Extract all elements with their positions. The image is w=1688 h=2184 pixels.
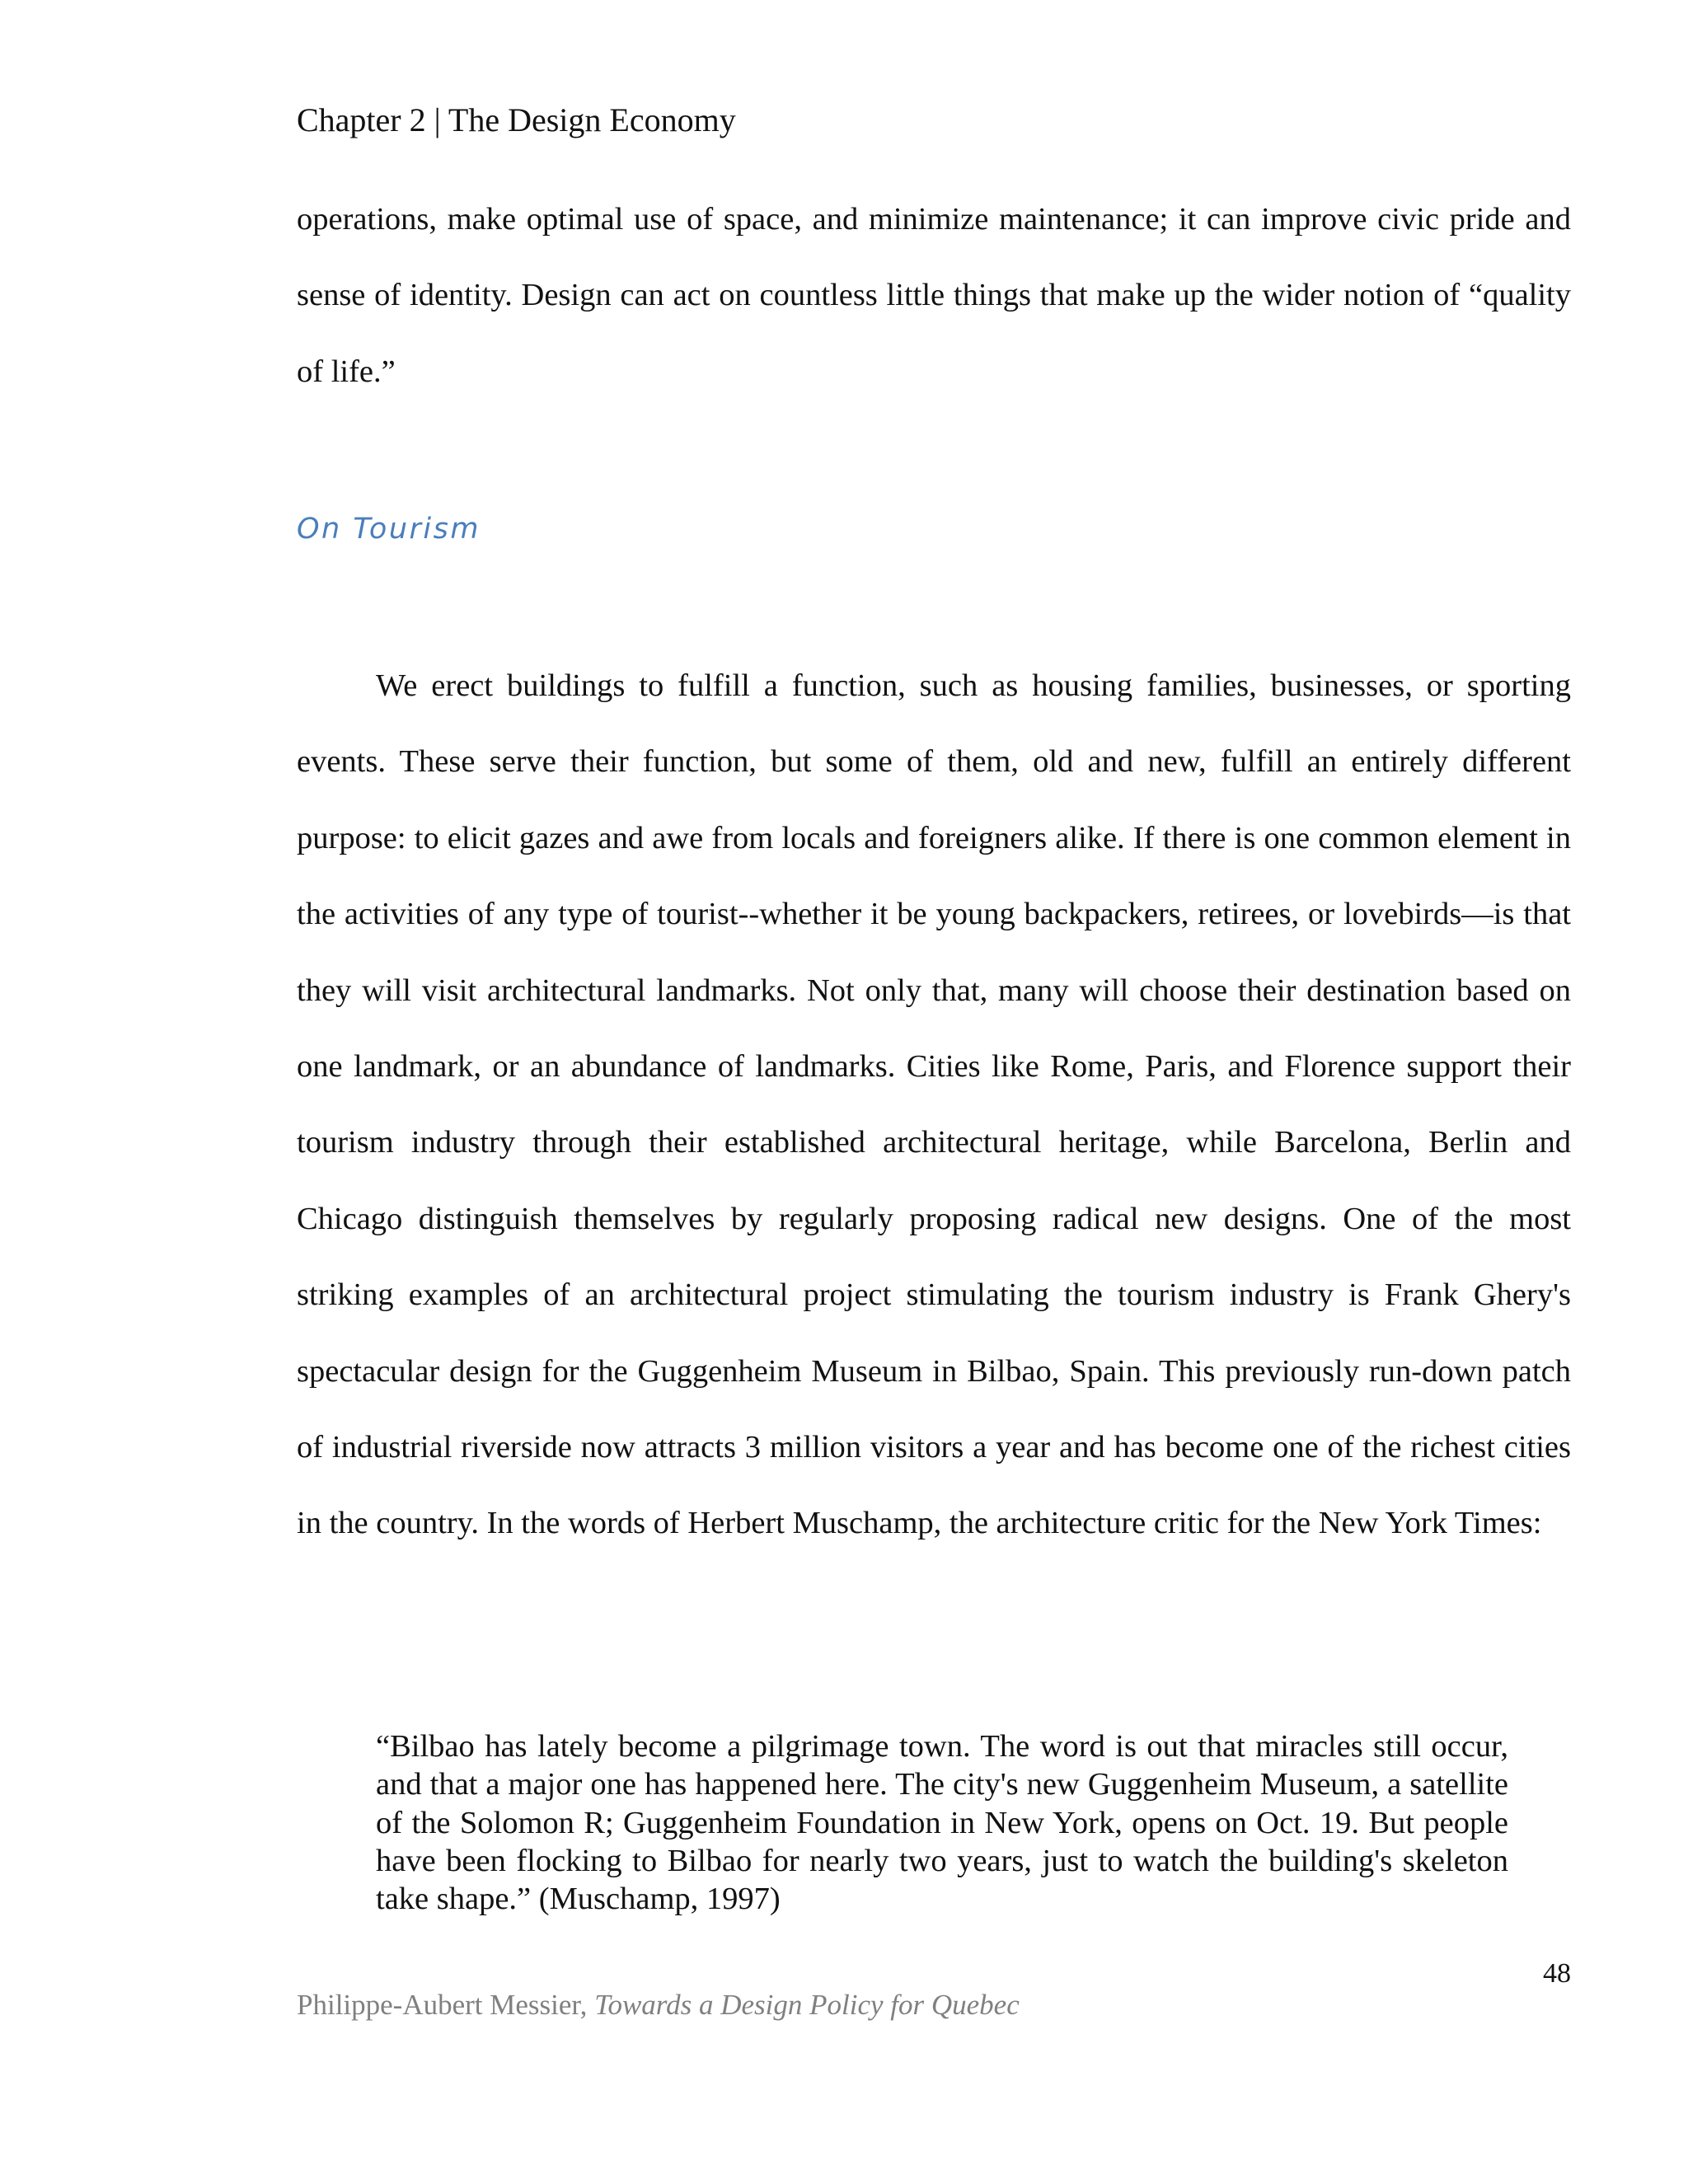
- section-heading: On Tourism: [297, 513, 481, 546]
- footer: [297, 1985, 1020, 2026]
- intro-paragraph: operations, make optimal use of space, and minimize maintenance; it can improve civic pride and sense of identity. Design can act on countless little things that make up the wider notion of “quality of life.”: [297, 202, 1571, 389]
- page-number: 48: [1543, 1958, 1571, 1989]
- tourism-paragraph: We erect buildings to fulfill a function, such as housing families, businesses, or sporting events. These serve their function, but some of them, old and new, fulfill an entirely different purpose: to elicit gazes and awe from locals and foreigners alike. If there is one common element in the activities of any type of tourist--whether it be young backpackers, retirees, or lovebirds—is that they will visit architectural landmarks. Not only that, many will choose their destination based on one landmark, or an abundance of landmarks. Cities like Rome, Paris, and Florence support their tourism industry through their established architectural heritage, while Barcelona, Berlin and Chicago distinguish themselves by regularly proposing radical new designs. One of the most striking examples of an architectural project stimulating the tourism industry is Frank Ghery's spectacular design for the Guggenheim Museum in Bilbao, Spain. This previously run-down patch of industrial riverside now attracts 3 million visitors a year and has become one of the richest cities in the country. In the words of Herbert Muschamp, the architecture critic for the New York Times:: [297, 668, 1571, 1541]
- chapter-header: Chapter 2 | The Design Economy: [297, 101, 736, 138]
- block-quote: “Bilbao has lately become a pilgrimage town. The word is out that miracles still occur, and that a major one has happened here. The city's new Guggenheim Museum, a satellite of the Solomon R; Guggenheim Foundation in New York, opens on Oct. 19. But people have been flocking to Bilbao for nearly two years, just to watch the building's skeleton take shape.” (Muschamp, 1997): [376, 1729, 1508, 1917]
- footer-title: Towards a Design Policy for Quebec: [594, 1989, 1020, 2021]
- footer-author: Philippe-Aubert Messier,: [297, 1989, 595, 2021]
